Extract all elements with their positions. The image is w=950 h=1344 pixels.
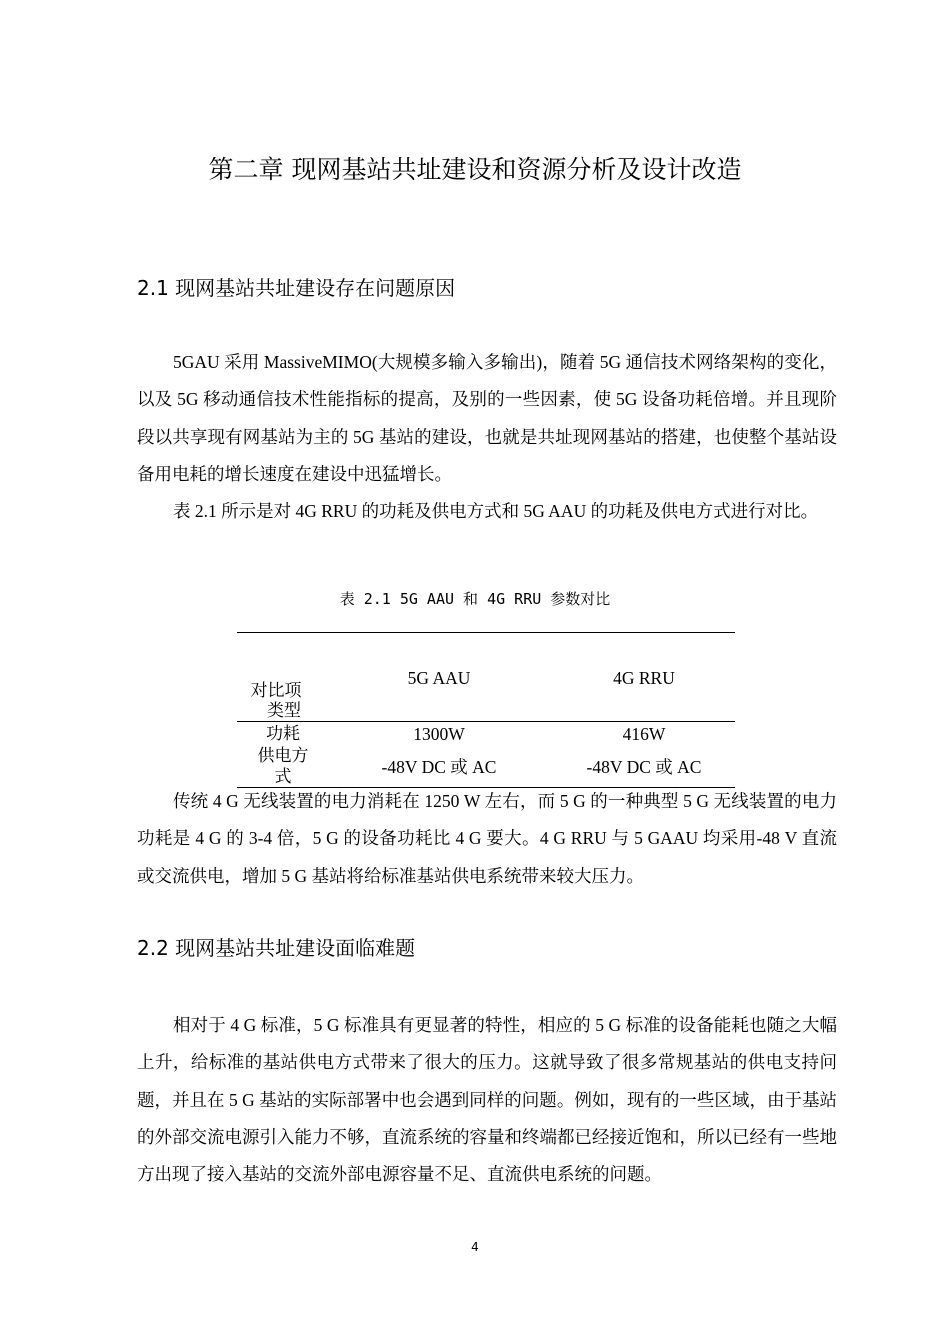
table-top-rule — [237, 632, 735, 633]
table-header-5g-aau: 5G AAU — [407, 668, 471, 688]
section-heading-2-2: 2.2 现网基站共址建设面临难题 — [137, 936, 416, 960]
section-2-2-body — [137, 1007, 837, 1193]
chapter-title: 第二章 现网基站共址建设和资源分析及设计改造 — [208, 155, 742, 184]
table-row-label-supply: 供电方 — [257, 746, 309, 766]
table-row-label-power: 功耗 — [266, 724, 300, 744]
table-caption: 表 2.1 5G AAU 和 4G RRU 参数对比 — [339, 590, 611, 608]
table-cell: -48V DC 或 AC — [586, 757, 702, 777]
table-corner-bottom: 类型 — [267, 701, 301, 721]
page-number: 4 — [471, 1240, 479, 1254]
paragraph: 相对于 4 G 标准，5 G 标准具有更显著的特性，相应的 5 G 标准的设备能耗也随之大幅上升，给标准的基站供电方式带来了很大的压力。这就导致了很多常规基站的供电支持问题，并且在 5 G 基站的实际部署中也会遇到同样的问题。例如，现有的一些区域，由于基站的外部交流电源引入能力不够，直流系统的容量和终端都已经接近饱和，所以已经有一些地方出现了接入基站的交流外部电源容量不足、直流供电系统的问题。 — [137, 1015, 837, 1185]
table-corner-top: 对比项 — [250, 681, 302, 701]
table-row-label-supply-cont: 式 — [274, 767, 292, 787]
section-2-1-body — [137, 344, 837, 530]
paragraph: 表 2.1 所示是对 4G RRU 的功耗及供电方式和 5G AAU 的功耗及供电方式进行对比。 — [173, 501, 819, 522]
after-table-body — [137, 783, 837, 895]
table-cell: -48V DC 或 AC — [381, 757, 497, 777]
table-cell: 1300W — [413, 724, 465, 744]
table-mid-rule — [237, 721, 735, 722]
section-heading-2-1: 2.1 现网基站共址建设存在问题原因 — [137, 276, 456, 300]
paragraph: 5GAU 采用 MassiveMIMO(大规模多输入多输出)，随着 5G 通信技术网络架构的变化，以及 5G 移动通信技术性能指标的提高，及别的一些因素，使 5G 设备功耗倍增。并且现阶段以共享现有网基站为主的 5G 基站的建设，也就是共址现网基站的搭建，也使整个基站设备用电耗的增长速度在建设中迅猛增长。 — [137, 352, 837, 484]
paragraph: 传统 4 G 无线装置的电力消耗在 1250 W 左右，而 5 G 的一种典型 5 G 无线装置的电力功耗是 4 G 的 3-4 倍，5 G 的设备功耗比 4 G 要大。4 G RRU 与 5 GAAU 均采用-48 V 直流或交流供电，增加 5 G 基站将给标准基站供电系统带来较大压力。 — [137, 791, 837, 886]
table-header-4g-rru: 4G RRU — [613, 668, 675, 688]
table-cell: 416W — [622, 724, 666, 744]
